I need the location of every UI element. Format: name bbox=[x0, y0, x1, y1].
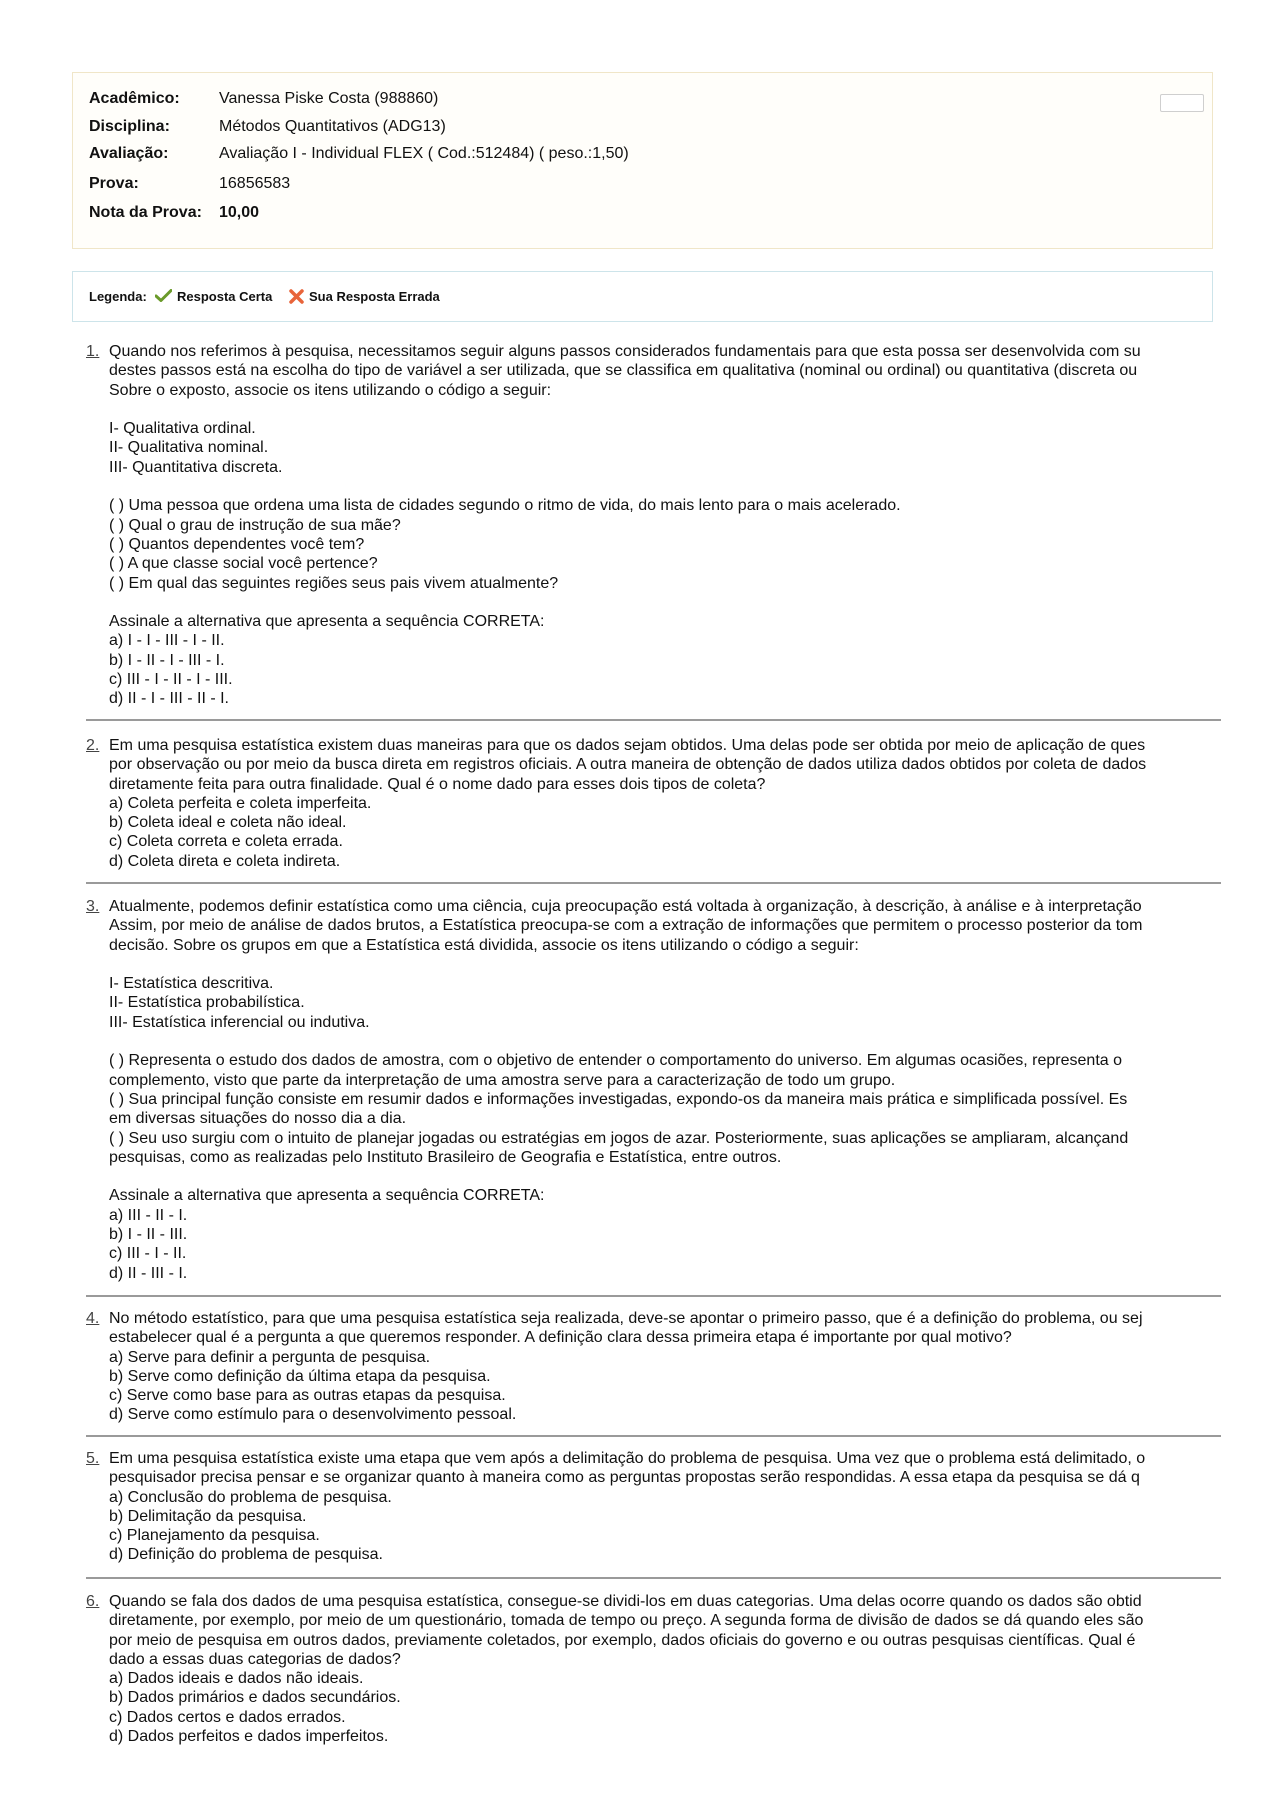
question-text-line: diretamente, por exemplo, por meio de um questionário, tomada de tempo ou preço. A segunda forma de divisão de dados se dá quando eles são bbox=[109, 1612, 1144, 1630]
question-number: 2. bbox=[86, 737, 100, 754]
info-label: Disciplina: bbox=[89, 118, 170, 135]
info-label: Avaliação: bbox=[89, 145, 169, 162]
legend-label: Legenda: bbox=[89, 289, 147, 304]
checkmark-icon bbox=[155, 289, 172, 302]
question-text-line: em diversas situações do nosso dia a dia. bbox=[109, 1110, 407, 1128]
info-value: Vanessa Piske Costa (988860) bbox=[219, 90, 439, 107]
question-text-line: Sobre o exposto, associe os itens utilizando o código a seguir: bbox=[109, 381, 552, 399]
answer-option bbox=[109, 852, 1226, 871]
question-text-line: ( ) Seu uso surgiu com o intuito de planejar jogadas ou estratégias em jogos de azar. Posteriormente, suas aplicações se ampliaram, alcançand bbox=[109, 1129, 1129, 1147]
answer-option bbox=[109, 1244, 1226, 1263]
legend-wrong-text: Sua Resposta Errada bbox=[309, 289, 440, 304]
info-value: Avaliação I - Individual FLEX ( Cod.:512484) ( peso.:1,50) bbox=[219, 145, 629, 162]
answer-option: d) II - III - I. bbox=[109, 1264, 188, 1282]
question-text-line: complemento, visto que parte da interpretação de uma amostra serve para a caracterização de todo um grupo. bbox=[109, 1071, 896, 1089]
answer-option bbox=[109, 631, 1226, 650]
info-label: Prova: bbox=[89, 175, 139, 192]
question-text-line: II- Qualitativa nominal. bbox=[109, 439, 269, 457]
answer-option: a) Dados ideais e dados não ideais. bbox=[109, 1670, 364, 1688]
answer-option bbox=[109, 1526, 1226, 1545]
answer-option-text: c) III - I - II. bbox=[109, 1245, 187, 1263]
answer-option: a) Serve para definir a pergunta de pesquisa. bbox=[109, 1348, 431, 1366]
answer-option: a) Coleta perfeita e coleta imperfeita. bbox=[109, 794, 372, 812]
answer-option: b) I - II - III. bbox=[109, 1226, 188, 1244]
question-text-line: estabelecer qual é a pergunta a que queremos responder. A definição clara dessa primeira etapa é importante por qual motivo? bbox=[109, 1329, 1012, 1347]
question-text-line: ( ) Qual o grau de instrução de sua mãe? bbox=[109, 516, 401, 534]
question-text-line: ( ) Sua principal função consiste em resumir dados e informações investigadas, expondo-os da maneira mais prática e simplificada possível. Es bbox=[109, 1090, 1128, 1108]
question-number: 5. bbox=[86, 1450, 100, 1467]
legend-panel bbox=[72, 271, 1213, 322]
answer-option: b) Delimitação da pesquisa. bbox=[109, 1507, 307, 1525]
question-text-line: dado a essas duas categorias de dados? bbox=[109, 1650, 401, 1668]
answer-option bbox=[109, 1386, 1226, 1405]
info-label: Acadêmico: bbox=[89, 90, 180, 107]
answer-option: b) Serve como definição da última etapa da pesquisa. bbox=[109, 1367, 491, 1385]
info-label: Nota da Prova: bbox=[89, 204, 202, 221]
question-text-line: por meio de pesquisa em outros dados, previamente coletados, por exemplo, dados oficiais do governo e ou outras pesquisas científicas. Qual é bbox=[109, 1631, 1136, 1649]
answer-option: d) II - I - III - II - I. bbox=[109, 690, 229, 708]
question-text-line: ( ) Quantos dependentes você tem? bbox=[109, 535, 365, 553]
question-text-line: Quando se fala dos dados de uma pesquisa estatística, consegue-se dividi-los em duas categorias. Uma delas ocorre quando os dados são obtid bbox=[109, 1593, 1142, 1610]
question-text-line: II- Estatística probabilística. bbox=[109, 994, 305, 1012]
question-text-line: Em uma pesquisa estatística existem duas maneiras para que os dados sejam obtidos. Uma delas pode ser obtida por meio de aplicação de ques bbox=[109, 737, 1146, 754]
answer-option: d) Dados perfeitos e dados imperfeitos. bbox=[109, 1728, 389, 1746]
question-text-line: III- Estatística inferencial ou indutiva. bbox=[109, 1013, 370, 1031]
answer-option-text: d) Coleta direta e coleta indireta. bbox=[109, 852, 341, 870]
question-text-line: Assim, por meio de análise de dados brutos, a Estatística preocupa-se com a extração de informações que permitem o processo posterior da tom bbox=[109, 917, 1143, 935]
answer-option: a) Conclusão do problema de pesquisa. bbox=[109, 1488, 392, 1506]
question-text-line: pesquisador precisa pensar e se organizar quanto à maneira como as perguntas propostas serão respondidas. A essa etapa da pesquisa se dá q bbox=[109, 1469, 1140, 1487]
question-text-line: Atualmente, podemos definir estatística como uma ciência, cuja preocupação está voltada à organização, à descrição, à análise e à interpretação bbox=[109, 898, 1142, 915]
question-number: 4. bbox=[86, 1310, 100, 1327]
legend-correct-text: Resposta Certa bbox=[177, 289, 273, 304]
question-divider bbox=[86, 882, 1221, 884]
cross-icon bbox=[289, 289, 304, 304]
question-text-line: ( ) Em qual das seguintes regiões seus pais vivem atualmente? bbox=[109, 574, 559, 592]
question-text-line: III- Quantitativa discreta. bbox=[109, 458, 283, 476]
answer-option-text: b) Dados primários e dados secundários. bbox=[109, 1689, 401, 1707]
question-number: 6. bbox=[86, 1593, 100, 1610]
question-text-line: decisão. Sobre os grupos em que a Estatística está dividida, associe os itens utilizando o código a seguir: bbox=[109, 936, 859, 954]
answer-option-text: c) Planejamento da pesquisa. bbox=[109, 1527, 320, 1545]
info-value: Métodos Quantitativos (ADG13) bbox=[219, 118, 446, 135]
question-text-line: Assinale a alternativa que apresenta a sequência CORRETA: bbox=[109, 613, 545, 631]
question-text-line: ( ) A que classe social você pertence? bbox=[109, 555, 378, 573]
question-number: 1. bbox=[86, 343, 100, 360]
question-text-line: Assinale a alternativa que apresenta a sequência CORRETA: bbox=[109, 1187, 545, 1205]
question-number: 3. bbox=[86, 898, 100, 915]
question-text-line: Quando nos referimos à pesquisa, necessitamos seguir alguns passos considerados fundamentais para que esta possa ser desenvolvida com su bbox=[109, 343, 1141, 360]
answer-option: c) Dados certos e dados errados. bbox=[109, 1708, 346, 1726]
answer-option: a) III - II - I. bbox=[109, 1206, 188, 1224]
question-text-line: I- Qualitativa ordinal. bbox=[109, 420, 256, 438]
question-divider bbox=[86, 1577, 1221, 1579]
print-button[interactable] bbox=[1160, 94, 1204, 112]
grade-value: 10,00 bbox=[219, 204, 260, 221]
question-text-line: No método estatístico, para que uma pesquisa estatística seja realizada, deve-se apontar o primeiro passo, que é a definição do problema, ou sej bbox=[109, 1310, 1143, 1327]
student-info-panel bbox=[72, 72, 1213, 249]
answer-option: c) Coleta correta e coleta errada. bbox=[109, 833, 343, 851]
question-text-line: Em uma pesquisa estatística existe uma etapa que vem após a delimitação do problema de pesquisa. Uma vez que o problema está delimitado, o bbox=[109, 1450, 1146, 1467]
answer-option-text: c) Serve como base para as outras etapas da pesquisa. bbox=[109, 1387, 506, 1405]
question-text-line: I- Estatística descritiva. bbox=[109, 975, 274, 993]
question-text-line: ( ) Representa o estudo dos dados de amostra, com o objetivo de entender o comportamento do universo. Em algumas ocasiões, representa o bbox=[109, 1052, 1123, 1070]
question-divider bbox=[86, 719, 1221, 721]
question-text-line: ( ) Uma pessoa que ordena uma lista de cidades segundo o ritmo de vida, do mais lento para o mais acelerado. bbox=[109, 497, 901, 515]
answer-option: d) Serve como estímulo para o desenvolvimento pessoal. bbox=[109, 1406, 517, 1424]
answer-option: d) Definição do problema de pesquisa. bbox=[109, 1546, 383, 1564]
question-divider bbox=[86, 1435, 1221, 1437]
answer-option-text: a) I - I - III - I - II. bbox=[109, 632, 225, 650]
info-value: 16856583 bbox=[219, 175, 291, 192]
answer-option: b) I - II - I - III - I. bbox=[109, 651, 225, 669]
question-text-line: destes passos está na escolha do tipo de variável a ser utilizada, que se classifica em qualitativa (nominal ou ordinal) ou quantitativa (discreta ou bbox=[109, 362, 1138, 380]
question-divider bbox=[86, 1295, 1221, 1297]
question-text-line: diretamente feita para outra finalidade. Qual é o nome dado para esses dois tipos de coleta? bbox=[109, 775, 766, 793]
answer-option: c) III - I - II - I - III. bbox=[109, 671, 233, 689]
answer-option: b) Coleta ideal e coleta não ideal. bbox=[109, 814, 347, 832]
answer-option bbox=[109, 1688, 1226, 1707]
question-text-line: pesquisas, como as realizadas pelo Instituto Brasileiro de Geografia e Estatística, entre outros. bbox=[109, 1148, 782, 1166]
question-text-line: por observação ou por meio da busca direta em registros oficiais. A outra maneira de obtenção de dados utiliza dados obtidos por coleta de dados bbox=[109, 756, 1147, 774]
